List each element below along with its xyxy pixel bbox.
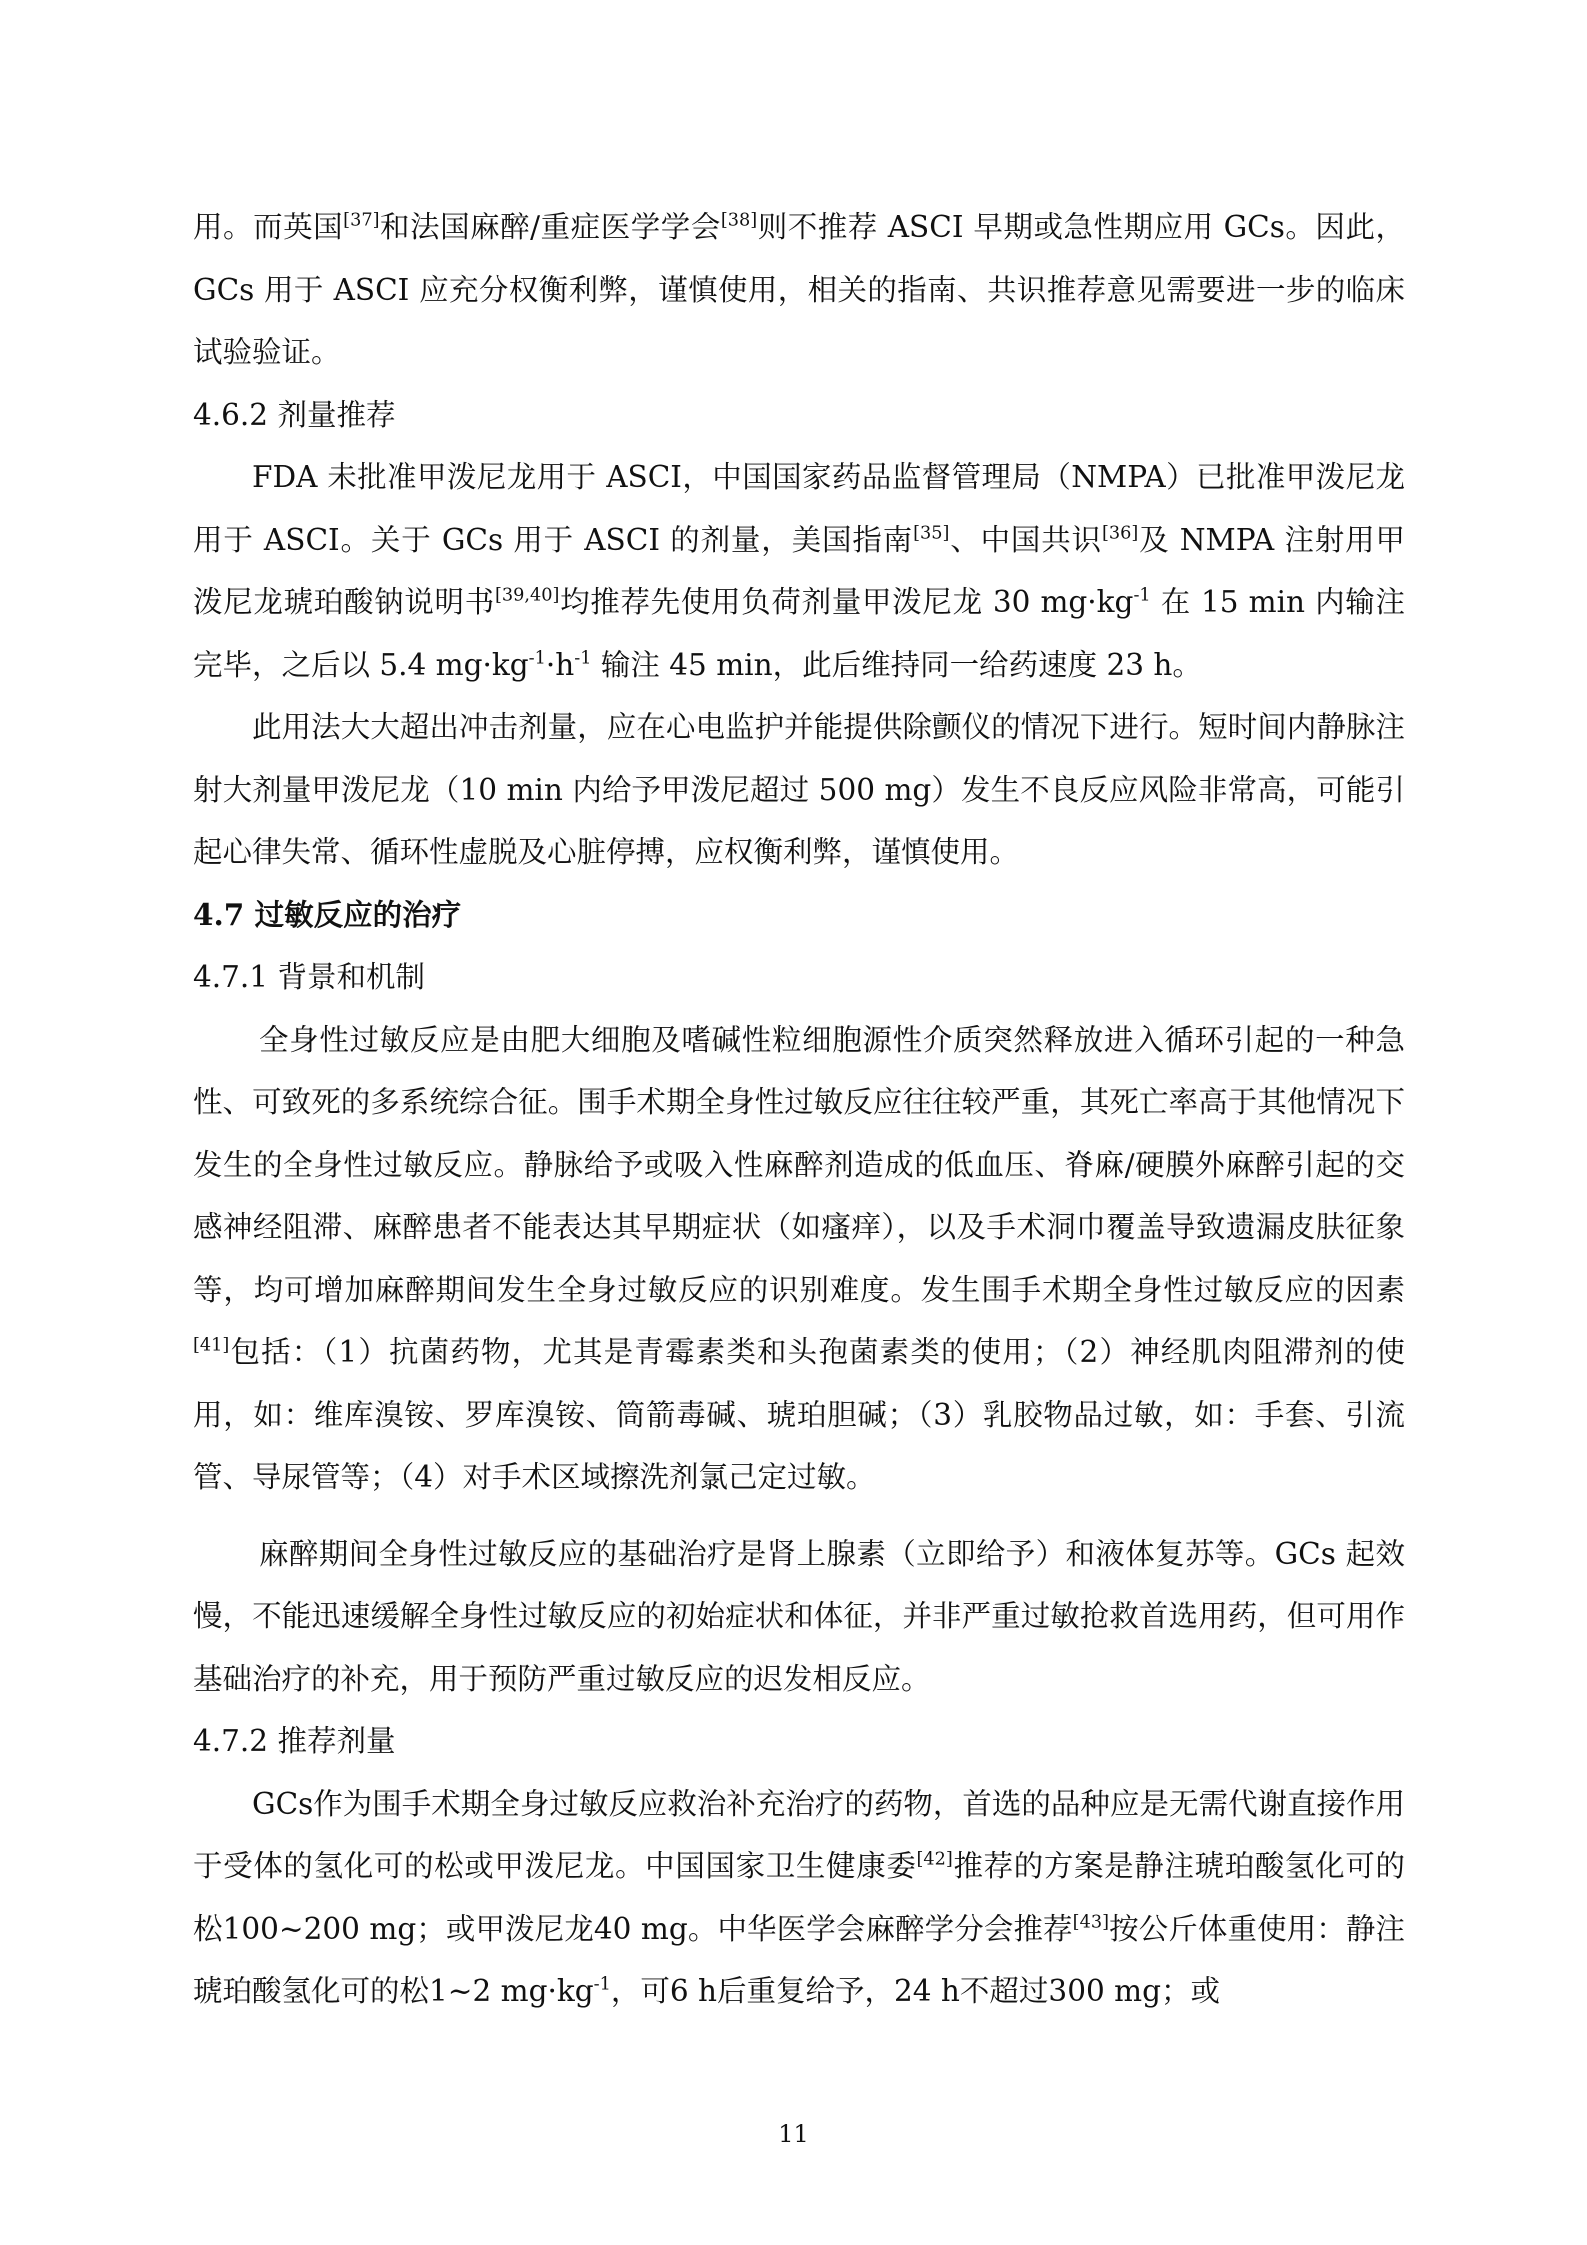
unit-exponent: -1: [528, 648, 546, 668]
text-run: FDA 未批准甲泼尼龙用于 ASCI，中国国家药品监督管理局（NMPA）已批准甲泼尼龙用于 ASCI。关于 GCs 用于 ASCI 的剂量，美国指南: [193, 460, 1405, 557]
paragraph-dose-warning: 此用法大大超出冲击剂量，应在心电监护并能提供除颤仪的情况下进行。短时间内静脉注射大剂量甲泼尼龙（10 min 内给予甲泼尼超过 500 mg）发生不良反应风险非常高，可能引起心律失常、循环性虚脱及心脏停搏，应权衡利弊，谨慎使用。: [193, 710, 1405, 869]
unit-exponent: -1: [574, 648, 592, 668]
citation-ref: [41]: [193, 1335, 230, 1356]
text-run: ，可6 h后重复给予，24 h不超过300 mg；或: [610, 1974, 1220, 2008]
text-run: 、中国共识: [949, 522, 1102, 557]
citation-ref: [38]: [720, 210, 758, 231]
paragraph-anaphylaxis-background: [193, 1009, 1405, 1509]
page-number: 11: [778, 2120, 809, 2148]
text-run: ·h: [545, 647, 575, 682]
section-heading-4-7: 4.7 过敏反应的治疗: [193, 896, 462, 932]
paragraph-recommended-dose: [193, 1773, 1405, 2023]
text-run: GCs作为围手术期全身过敏反应救治补充治疗的药物，首选的品种应是无需代谢直接作用于受体的氢化可的松或甲泼尼龙。中国国家卫生健康委: [193, 1786, 1405, 1883]
citation-ref: [39,40]: [494, 585, 560, 606]
paragraph-anaphylaxis-treatment: 麻醉期间全身性过敏反应的基础治疗是肾上腺素（立即给予）和液体复苏等。GCs 起效慢，不能迅速缓解全身性过敏反应的初始症状和体征，并非严重过敏抢救首选用药，但可用作基础治疗的补充，用于预防严重过敏反应的迟发相反应。: [193, 1536, 1405, 1696]
text-run: 输注 45 min，此后维持同一给药速度 23 h。: [591, 647, 1202, 682]
citation-ref: [36]: [1102, 523, 1139, 543]
text-run: 在 15 min 内输注完毕，之后以 5.4 mg·kg: [193, 585, 1405, 682]
paragraph-dose-recommendation: [193, 446, 1405, 696]
text-run: 包括：（1）抗菌药物，尤其是青霉素类和头孢菌素类的使用；（2）神经肌肉阻滞剂的使用，如：维库溴铵、罗库溴铵、筒箭毒碱、琥珀胆碱；（3）乳胶物品过敏，如：手套、引流管、导尿管等；（4）对手术区域擦洗剂氯己定过敏。: [193, 1335, 1405, 1494]
text-run: 全身性过敏反应是由肥大细胞及嗜碱性粒细胞源性介质突然释放进入循环引起的一种急性、可致死的多系统综合征。围手术期全身性过敏反应往往较严重，其死亡率高于其他情况下发生的全身性过敏反应。静脉给予或吸入性麻醉剂造成的低血压、脊麻/硬膜外麻醉引起的交感神经阻滞、麻醉患者不能表达其早期症状（如瘙痒），以及手术洞巾覆盖导致遗漏皮肤征象等，均可增加麻醉期间发生全身过敏反应的识别难度。发生围手术期全身性过敏反应的因素: [193, 1022, 1405, 1307]
text-run: 推荐的方案是静注琥珀酸氢化可的松100~200 mg；或甲泼尼龙40 mg。中华医学会麻醉学分会推荐: [193, 1849, 1405, 1946]
citation-ref: [37]: [343, 210, 380, 231]
section-heading-4-7-1: 4.7.1 背景和机制: [193, 960, 425, 994]
section-heading-4-6-2: 4.6.2 剂量推荐: [193, 397, 396, 432]
unit-exponent: -1: [1133, 585, 1151, 606]
text-run: 则不推荐 ASCI 早期或急性期应用 GCs。因此，GCs 用于 ASCI 应充分权衡利弊，谨慎使用，相关的指南、共识推荐意见需要进一步的临床试验验证。: [193, 210, 1405, 369]
section-heading-4-7-2: 4.7.2 推荐剂量: [193, 1724, 396, 1758]
page-body: [193, 196, 1405, 2023]
text-run: 按公斤体重使用：静注琥珀酸氢化可的松1~2 mg·kg: [193, 1911, 1405, 2008]
text-run: 及 NMPA 注射用甲泼尼龙琥珀酸钠说明书: [193, 522, 1406, 619]
continuation-paragraph: [193, 196, 1405, 384]
citation-ref: [43]: [1072, 1912, 1109, 1932]
text-run: 和法国麻醉/重症医学学会: [379, 210, 721, 244]
citation-ref: [42]: [916, 1849, 953, 1870]
unit-exponent: -1: [593, 1974, 611, 1995]
text-run: 用。而英国: [193, 210, 344, 244]
text-run: 均推荐先使用负荷剂量甲泼尼龙 30 mg·kg: [559, 585, 1134, 619]
citation-ref: [35]: [913, 523, 950, 543]
